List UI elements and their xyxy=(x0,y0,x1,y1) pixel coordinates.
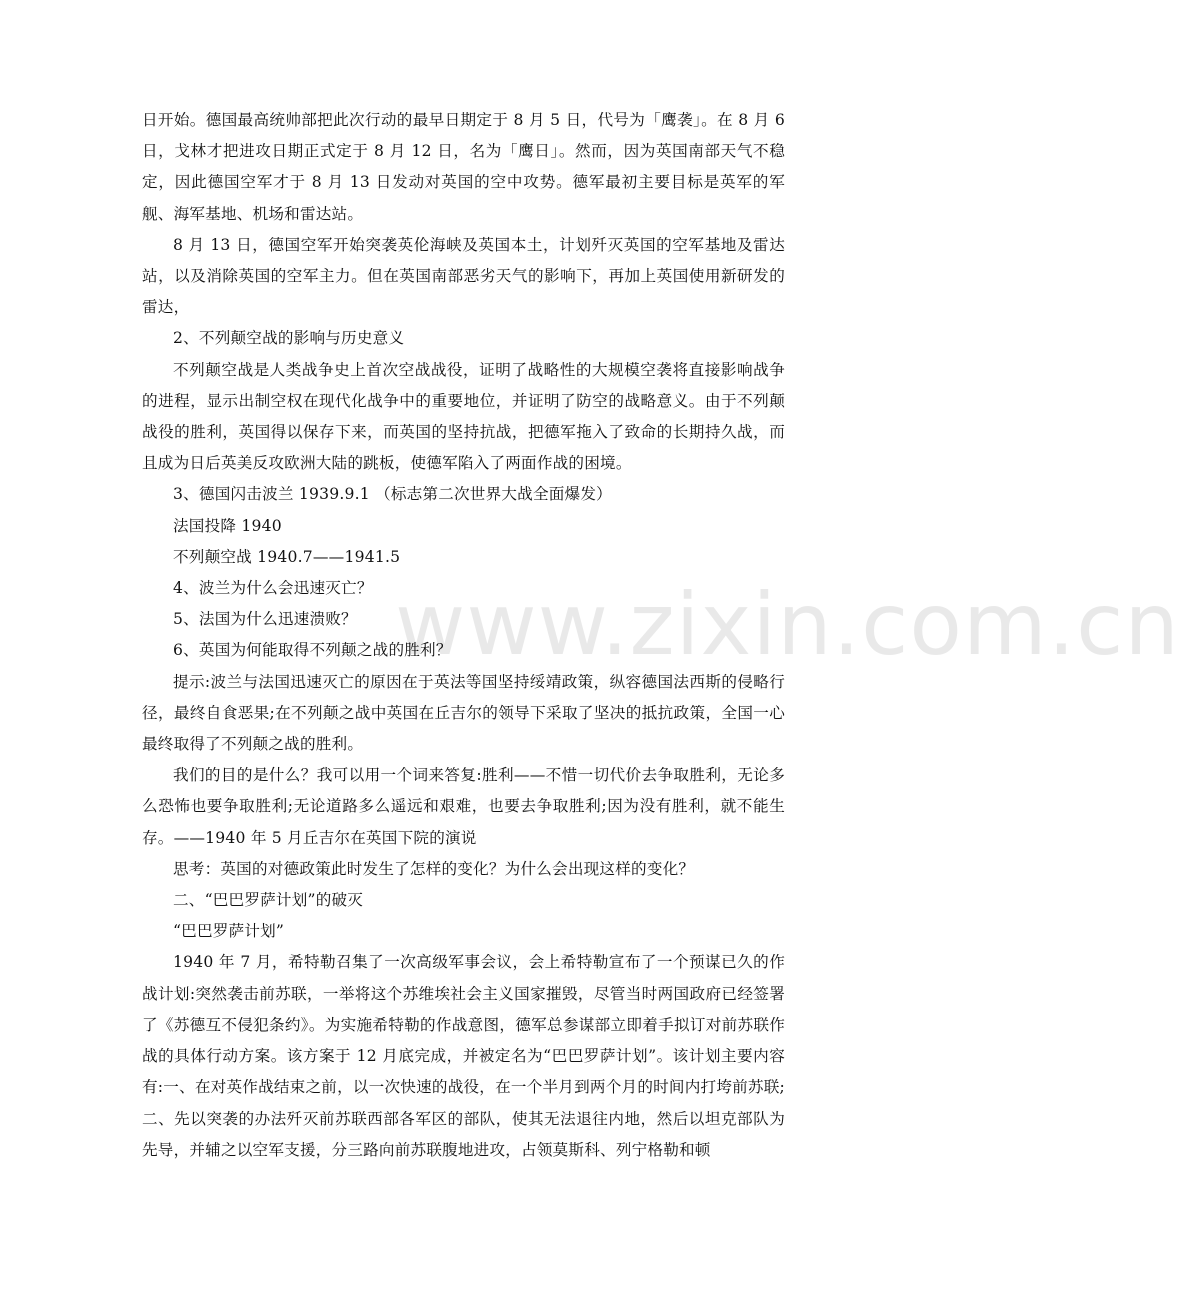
section-heading: 2、不列颠空战的影响与历史意义 xyxy=(173,329,405,348)
list-item: 不列颠空战 1940.7——1941.5 xyxy=(173,547,401,566)
question: 4、波兰为什么会迅速灭亡？ xyxy=(173,579,373,598)
paragraph: 8 月 13 日，德国空军开始突袭英伦海峡及英国本土，计划歼灭英国的空军基地及雷达站，以及消除英国的空军主力。但在英国南部恶劣天气的影响下，再加上英国使用新研发的雷达， xyxy=(142,235,785,317)
paragraph: 日开始。德国最高统帅部把此次行动的最早日期定于 8 月 5 日，代号为「鹰袭」。在 8 月 6 日，戈林才把进攻日期正式定于 8 月 12 日，名为「鹰日」。然而，因为英国南部天气不稳定，因此德国空军才于 8 月 13 日发动对英国的空中攻势。德军最初主要目标是英军的军舰、海军基地、机场和雷达站。 xyxy=(142,111,785,223)
hint-paragraph: 提示:波兰与法国迅速灭亡的原因在于英法等国坚持绥靖政策，纵容德国法西斯的侵略行径，最终自食恶果;在不列颠之战中英国在丘吉尔的领导下采取了坚决的抵抗政策，全国一心最终取得了不列颠之战的胜利。 xyxy=(142,672,785,754)
quote-paragraph: 我们的目的是什么？我可以用一个词来答复:胜利——不惜一切代价去争取胜利，无论多么恐怖也要争取胜利;无论道路多么遥远和艰难，也要去争取胜利;因为没有胜利，就不能生存。——1940 年 5 月丘吉尔在英国下院的演说 xyxy=(142,766,785,847)
paragraph: 1940 年 7 月，希特勒召集了一次高级军事会议，会上希特勒宣布了一个预谋已久的作战计划:突然袭击前苏联，一举将这个苏维埃社会主义国家摧毁，尽管当时两国政府已经签署了《苏德互不侵犯条约》。为实施希特勒的作战意图，德军总参谋部立即着手拟订对前苏联作战的具体行动方案。该方案于 12 月底完成，并被定名为“巴巴罗萨计划”。该计划主要内容有:一、在对英作战结束之前，以一次快速的战役，在一个半月到两个月的时间内打垮前苏联;二、先以突袭的办法歼灭前苏联西部各军区的部队，使其无法退往内地，然后以坦克部队为先导，并辅之以空军支援，分三路向前苏联腹地进攻，占领莫斯科、列宁格勒和顿 xyxy=(142,953,785,1159)
question: 6、英国为何能取得不列颠之战的胜利？ xyxy=(173,641,452,660)
subsection-heading: “巴巴罗萨计划” xyxy=(173,922,285,941)
list-item: 法国投降 1940 xyxy=(173,516,282,535)
section-heading: 二、“巴巴罗萨计划”的破灭 xyxy=(173,891,364,910)
paragraph: 不列颠空战是人类战争史上首次空战战役，证明了战略性的大规模空袭将直接影响战争的进程，显示出制空权在现代化战争中的重要地位，并证明了防空的战略意义。由于不列颠战役的胜利，英国得以保存下来，而英国的坚持抗战，把德军拖入了致命的长期持久战，而且成为日后英美反攻欧洲大陆的跳板，使德军陷入了两面作战的困境。 xyxy=(142,360,785,473)
document-page xyxy=(142,105,785,1166)
thinking-question: 思考：英国的对德政策此时发生了怎样的变化？为什么会出现这样的变化？ xyxy=(173,859,695,878)
watermark: www.zixin.com.cn xyxy=(395,575,1180,675)
question: 5、法国为什么迅速溃败？ xyxy=(173,610,357,629)
list-item: 3、德国闪击波兰 1939.9.1 （标志第二次世界大战全面爆发） xyxy=(173,485,612,504)
